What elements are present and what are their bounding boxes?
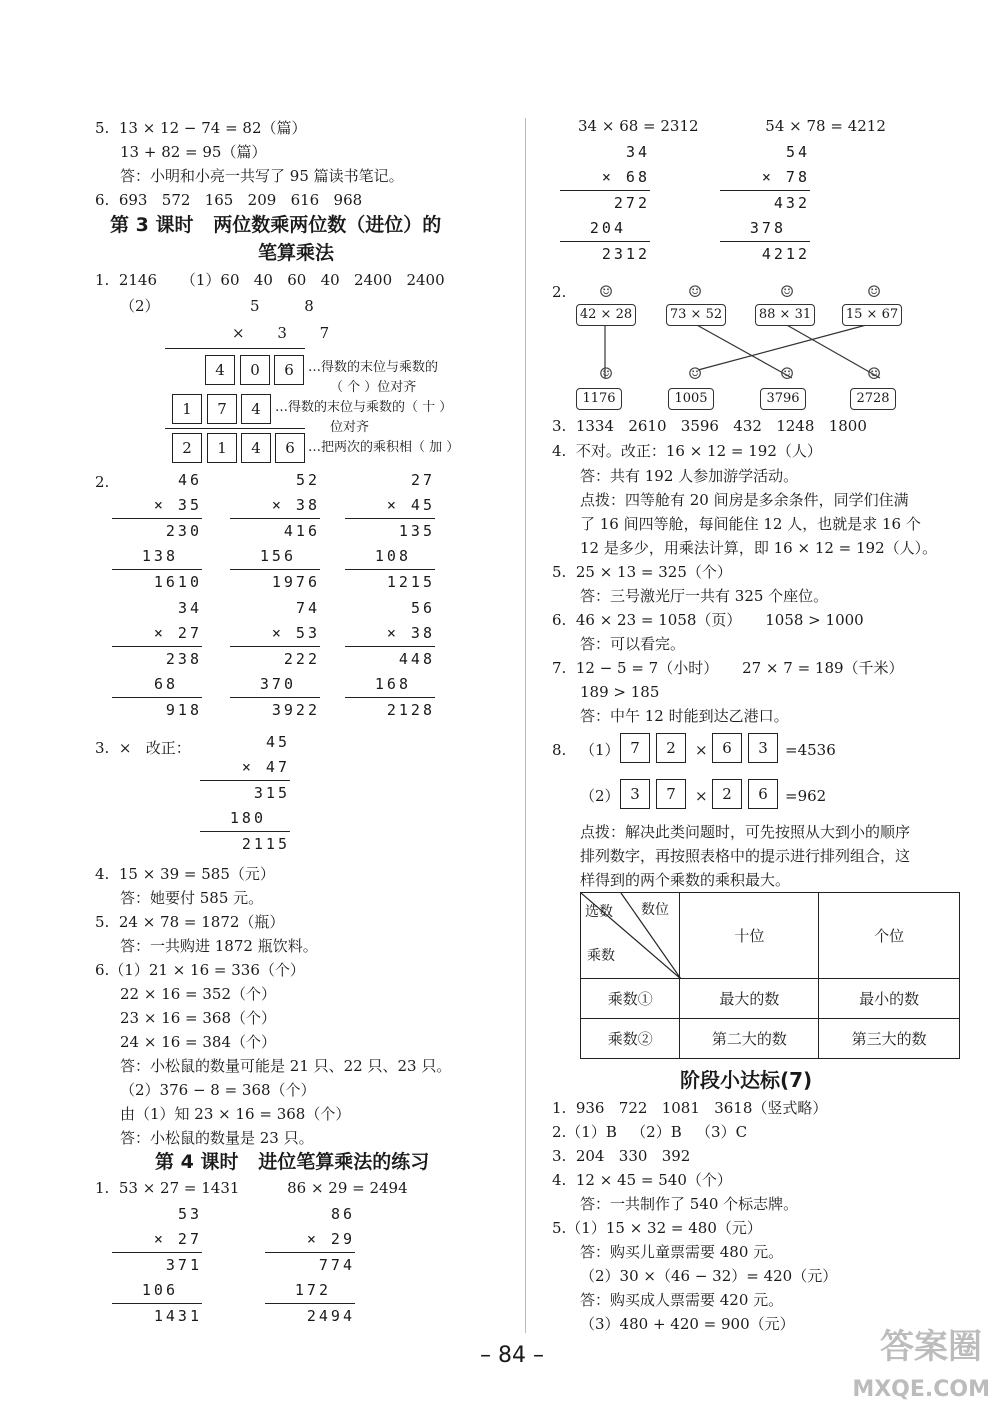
r-q5a: 5. 25 × 13 = 325（个）	[552, 563, 732, 581]
calc-line: 416	[283, 522, 320, 540]
note: 位对齐	[330, 420, 370, 435]
q8-2-result: =962	[785, 787, 827, 805]
l-q6e: 答：小松鼠的数量可能是 21 只、22 只、23 只。	[120, 1057, 452, 1075]
digit-box: 1	[207, 433, 237, 463]
calc-line: 370	[230, 672, 320, 698]
calc-line: × 47	[200, 755, 290, 781]
calc-line: 1610	[153, 573, 202, 591]
calc-line: × 35	[112, 493, 202, 519]
person-icon: ☺	[779, 364, 795, 383]
corner-label: 数位	[641, 902, 669, 918]
table-cell: 第三大的数	[819, 1019, 960, 1059]
header-cell: 十位	[680, 893, 819, 979]
calc-line: 448	[398, 650, 435, 668]
watermark-url: MXQE.COM	[852, 1377, 990, 1402]
calc-line: 180	[200, 806, 290, 832]
calc-line: 138	[112, 544, 202, 570]
l-q5b: 答：一共购进 1872 瓶饮料。	[120, 937, 318, 955]
v58-b: × 3 7	[232, 324, 344, 342]
column-divider	[525, 118, 526, 1333]
l5a: 5. 13 × 12 − 74 = 82（篇）	[95, 119, 307, 137]
calc-line: × 45	[345, 493, 435, 519]
calc-line: 432	[773, 194, 810, 212]
r-q3: 3. 1334 2610 3596 432 1248 1800	[552, 417, 867, 435]
header-cell: 个位	[819, 893, 960, 979]
vertical-calc	[720, 140, 810, 267]
s5a: 5.（1）15 × 32 = 480（元）	[552, 1219, 762, 1237]
person-icon: ☺	[598, 364, 614, 383]
l5b: 13 + 82 = 95（篇）	[120, 143, 267, 161]
calc-line: 2494	[306, 1307, 355, 1325]
digit-box: 1	[172, 394, 202, 424]
r-q7c: 答：中午 12 时能到达乙港口。	[580, 707, 789, 725]
calc-line: × 78	[720, 165, 810, 191]
vertical-calc	[345, 468, 435, 595]
s3: 3. 204 330 392	[552, 1147, 691, 1165]
calc-line: 230	[165, 522, 202, 540]
s2: 2.（1）B （2）B （3）C	[552, 1123, 748, 1141]
digit-box: 7	[207, 394, 237, 424]
section-4-title: 第 4 课时 进位笔算乘法的练习	[155, 1151, 430, 1173]
vertical-calc	[230, 468, 320, 595]
vertical-calc	[112, 596, 202, 723]
calc-line: 106	[112, 1278, 202, 1304]
s5c: （2）30 ×（46 − 32）= 420（元）	[580, 1267, 838, 1285]
calc-line: 45	[265, 733, 290, 751]
corner-label: 乘数	[587, 948, 615, 964]
l-q6b: 22 × 16 = 352（个）	[120, 985, 277, 1003]
l-q1b: （2）	[120, 297, 160, 315]
digit-box: 4	[241, 433, 271, 463]
calc-line: 108	[345, 544, 435, 570]
vertical-calc	[112, 468, 202, 595]
digit-box: 2	[172, 433, 202, 463]
calc-line: 135	[398, 522, 435, 540]
l-q3: 3. × 改正：	[95, 739, 191, 757]
calc-line: 168	[345, 672, 435, 698]
r-top: 34 × 68 = 2312 54 × 78 = 4212	[578, 117, 886, 135]
result-card: 2728	[850, 388, 896, 410]
r-q6b: 答：可以看完。	[580, 635, 686, 653]
watermark-logo: 答案圈	[880, 1327, 982, 1367]
r-q4b: 答：共有 192 人参加游学活动。	[580, 467, 799, 485]
calc-line: 315	[253, 784, 290, 802]
table-cell: 第二大的数	[680, 1019, 819, 1059]
calc-line: 774	[318, 1256, 355, 1274]
l-q5a: 5. 24 × 78 = 1872（瓶）	[95, 913, 285, 931]
vertical-calc	[112, 1202, 202, 1329]
calc-line: × 29	[265, 1227, 355, 1253]
note: （ 个 ）位对齐	[330, 380, 417, 395]
l-q1a: 1. 2146 （1）60 40 60 40 2400 2400	[95, 271, 445, 289]
calc-line: 27	[410, 471, 435, 489]
digit-box: 2	[656, 733, 686, 763]
l-q4a: 4. 15 × 39 = 585（元）	[95, 865, 275, 883]
l-q6d: 24 × 16 = 384（个）	[120, 1033, 277, 1051]
calc-line: 2312	[601, 245, 650, 263]
calc-line: 56	[410, 599, 435, 617]
s1: 1. 936 722 1081 3618（竖式略）	[552, 1099, 828, 1117]
l-q6g: 由（1）知 23 × 16 = 368（个）	[120, 1105, 351, 1123]
vertical-calc	[230, 596, 320, 723]
expr-card: 15 × 67	[842, 304, 902, 326]
s5e: （3）480 + 420 = 900（元）	[580, 1315, 795, 1333]
person-icon: ☺	[779, 282, 795, 301]
calc-line: 156	[230, 544, 320, 570]
calc-line: 1976	[271, 573, 320, 591]
r-q7b: 189 > 185	[580, 683, 660, 701]
calc-line: 1431	[153, 1307, 202, 1325]
digit-box: 3	[748, 733, 778, 763]
digit-box: 4	[205, 355, 235, 385]
r-q7a: 7. 12 − 5 = 7（小时） 27 × 7 = 189（千米）	[552, 659, 904, 677]
table-cell: 最大的数	[680, 979, 819, 1019]
section-3-title: 第 3 课时 两位数乘两位数（进位）的	[110, 214, 442, 236]
s5b: 答：购买儿童票需要 480 元。	[580, 1243, 784, 1261]
rule-line	[165, 428, 305, 429]
r-q5b: 答：三号激光厅一共有 325 个座位。	[580, 587, 829, 605]
expr-card: 88 × 31	[755, 304, 815, 326]
calc-line: 378	[720, 216, 810, 242]
digit-box: 6	[712, 733, 742, 763]
calc-line: 1215	[386, 573, 435, 591]
times-sign: ×	[695, 741, 708, 759]
r-q4a: 4. 不对。改正：16 × 12 = 192（人）	[552, 442, 822, 460]
digit-box: 7	[620, 733, 650, 763]
q8-1-result: =4536	[785, 741, 836, 759]
calc-line: 74	[295, 599, 320, 617]
corner-label: 选数	[585, 904, 613, 920]
calc-line: 371	[165, 1256, 202, 1274]
person-icon: ☺	[866, 282, 882, 301]
calc-line: 52	[295, 471, 320, 489]
l5c: 答：小明和小亮一共写了 95 篇读书笔记。	[120, 167, 404, 185]
calc-line: × 38	[230, 493, 320, 519]
table-cell: 乘数②	[581, 1019, 680, 1059]
calc-line: 238	[165, 650, 202, 668]
stage-title: 阶段小达标(7)	[680, 1068, 813, 1092]
calc-line: 918	[165, 701, 202, 719]
person-icon: ☺	[598, 282, 614, 301]
digit-table	[580, 892, 960, 1059]
l-q6a: 6.（1）21 × 16 = 336（个）	[95, 961, 305, 979]
calc-line: 222	[283, 650, 320, 668]
person-icon: ☺	[687, 364, 703, 383]
expr-card: 73 × 52	[666, 304, 726, 326]
calc-line: 172	[265, 1278, 355, 1304]
l-q6f: （2）376 − 8 = 368（个）	[120, 1081, 316, 1099]
r-q2: 2.	[552, 283, 567, 301]
q8-2-label: （2）	[580, 787, 620, 805]
calc-line: × 27	[112, 621, 202, 647]
expr-card: 42 × 28	[576, 304, 636, 326]
vertical-calc	[345, 596, 435, 723]
result-card: 3796	[760, 388, 806, 410]
page-number: – 84 –	[480, 1343, 544, 1368]
result-card: 1005	[668, 388, 714, 410]
calc-line: 68	[112, 672, 202, 698]
calc-line: 3922	[271, 701, 320, 719]
times-sign: ×	[695, 787, 708, 805]
person-icon: ☺	[687, 282, 703, 301]
calc-line: × 68	[560, 165, 650, 191]
digit-box: 6	[274, 355, 304, 385]
tip-2: 排列数字，再按照表格中的提示进行排列组合，这	[580, 847, 911, 865]
calc-line: × 38	[345, 621, 435, 647]
l-q6h: 答：小松鼠的数量是 23 只。	[120, 1129, 314, 1147]
calc-line: 2128	[386, 701, 435, 719]
calc-line: × 27	[112, 1227, 202, 1253]
q8-1-label: （1）	[580, 741, 620, 759]
table-cell: 乘数①	[581, 979, 680, 1019]
l6: 6. 693 572 165 209 616 968	[95, 191, 363, 209]
calc-line: × 53	[230, 621, 320, 647]
table-cell: 最小的数	[819, 979, 960, 1019]
s4b: 答：一共制作了 540 个标志牌。	[580, 1195, 799, 1213]
digit-box: 2	[712, 779, 742, 809]
calc-line: 86	[330, 1205, 355, 1223]
vertical-calc	[200, 730, 290, 857]
table-corner	[581, 893, 680, 979]
vertical-calc	[265, 1202, 355, 1329]
calc-line: 204	[560, 216, 650, 242]
l-q6c: 23 × 16 = 368（个）	[120, 1009, 277, 1027]
calc-line: 2115	[241, 835, 290, 853]
person-icon: ☺	[866, 364, 882, 383]
calc-line: 34	[625, 143, 650, 161]
l-q4b: 答：她要付 585 元。	[120, 889, 264, 907]
digit-box: 7	[656, 779, 686, 809]
calc-line: 53	[177, 1205, 202, 1223]
section-3-title-2: 笔算乘法	[258, 242, 335, 264]
digit-box: 3	[620, 779, 650, 809]
note: …得数的末位与乘数的（ 十 ）	[275, 400, 453, 415]
calc-line: 54	[785, 143, 810, 161]
calc-line: 4212	[761, 245, 810, 263]
digit-box: 4	[241, 394, 271, 424]
r-q4d: 了 16 间四等舱，每间能住 12 人，也就是求 16 个	[580, 515, 921, 533]
r-q4c: 点拨：四等舱有 20 间房是多余条件，同学们住满	[580, 491, 909, 509]
r-q6a: 6. 46 × 23 = 1058（页） 1058 > 1000	[552, 611, 864, 629]
l-s4q1: 1. 53 × 27 = 1431 86 × 29 = 2494	[95, 1179, 408, 1197]
vertical-calc	[560, 140, 650, 267]
note: …把两次的乘积相（ 加 ）	[308, 440, 460, 455]
v58-a: 5 8	[250, 297, 334, 315]
result-card: 1176	[576, 388, 622, 410]
calc-line: 272	[613, 194, 650, 212]
l-q2: 2.	[95, 473, 110, 491]
r-q8: 8.	[552, 741, 567, 759]
calc-line: 34	[177, 599, 202, 617]
rule-line	[165, 348, 305, 349]
tip-3: 样得到的两个乘数的乘积最大。	[580, 871, 791, 889]
note: …得数的末位与乘数的	[308, 360, 439, 375]
tip-1: 点拨：解决此类问题时，可先按照从大到小的顺序	[580, 823, 911, 841]
s5d: 答：购买成人票需要 420 元。	[580, 1291, 784, 1309]
calc-line: 46	[177, 471, 202, 489]
digit-box: 0	[240, 355, 270, 385]
digit-box: 6	[748, 779, 778, 809]
r-q4e: 12 是多少，用乘法计算，即 16 × 12 = 192（人）。	[580, 539, 938, 557]
digit-box: 6	[275, 433, 305, 463]
s4a: 4. 12 × 45 = 540（个）	[552, 1171, 732, 1189]
